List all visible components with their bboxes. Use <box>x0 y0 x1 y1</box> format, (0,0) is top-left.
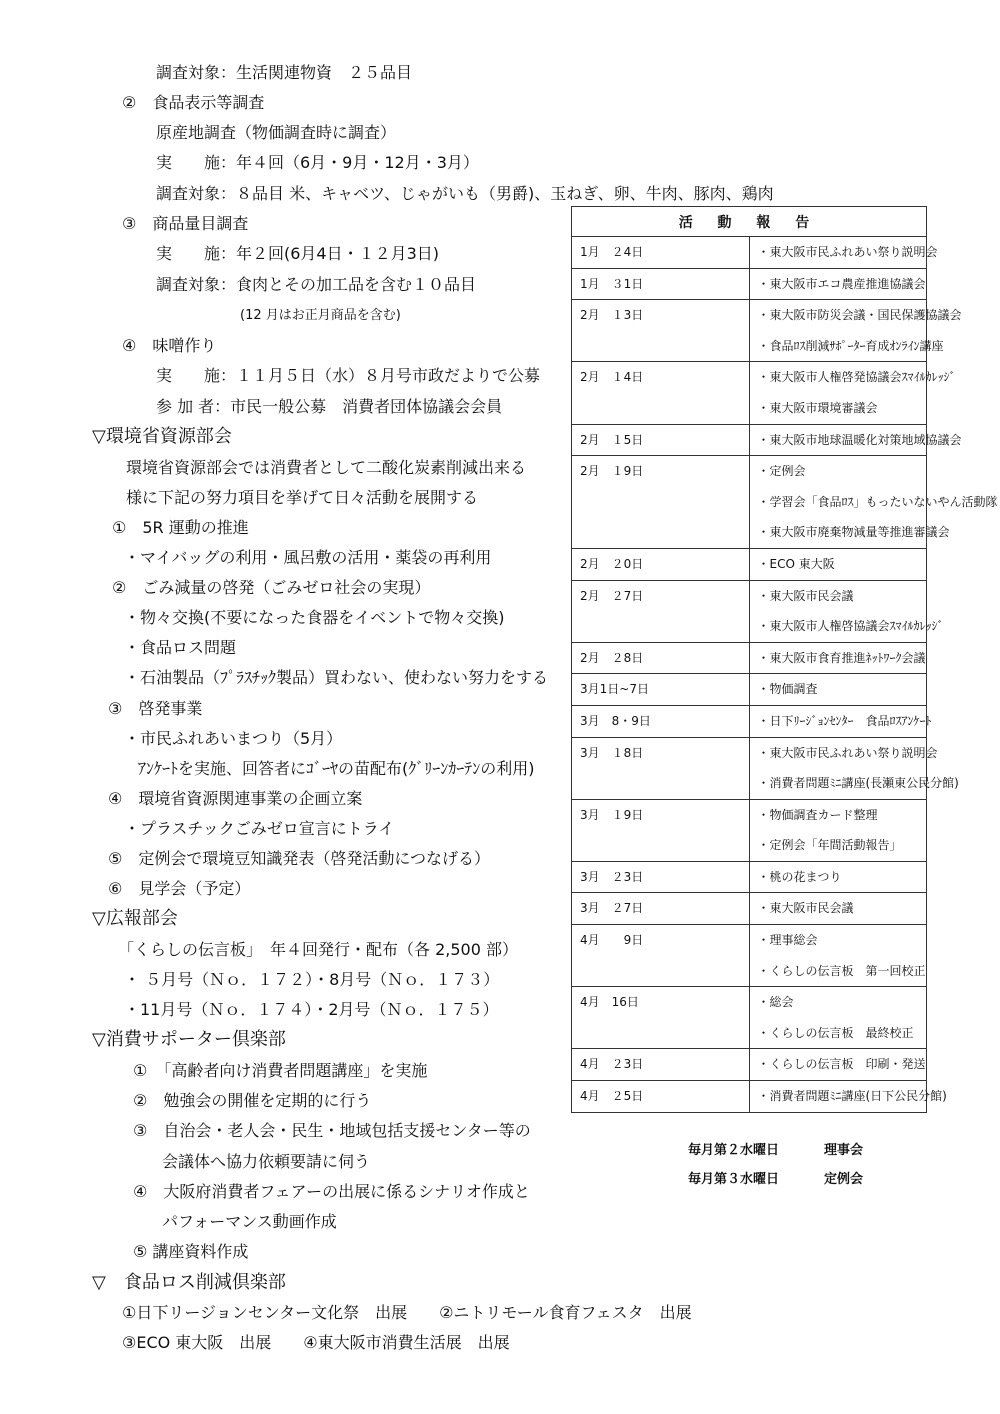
activity-event: ・物価調査 <box>757 682 818 697</box>
section-heading: ▽環境省資源部会 <box>92 426 232 447</box>
text-line: ⑥ 見学会（予定） <box>108 879 251 898</box>
text-line: ② 勉強会の開催を定期的に行う <box>133 1091 372 1110</box>
text-line: ・物々交換(不要になった食器をイベントで物々交換) <box>124 608 505 627</box>
text-line: ② 食品表示等調査 <box>122 93 265 112</box>
text-line: 様に下記の努力項目を挙げて日々活動を展開する <box>126 488 479 507</box>
text-line: ・マイバッグの利用・風呂敷の活用・薬袋の再利用 <box>124 548 492 567</box>
activity-event: ・物価調査カード整理 <box>757 807 878 822</box>
text-line: ③ 自治会・老人会・民生・地域包括支援センター等の <box>133 1121 531 1140</box>
text-line: ④ 環境省資源関連事業の企画立案 <box>108 789 363 808</box>
schedule-day: 毎月第２水曜日 <box>688 1143 780 1158</box>
activity-event: ・東大阪市防災会議・国民保護協議会 <box>757 308 962 323</box>
activity-report-title: 活 動 報 告 <box>572 207 927 237</box>
text-line: 原産地調査（物価調査時に調査） <box>156 123 397 142</box>
activity-date: 3月 １9日 <box>580 807 644 822</box>
activity-date: 3月 ２3日 <box>580 869 644 884</box>
activity-event: ・日下ﾘｰｼﾞｮﾝｾﾝﾀｰ 食品ﾛｽｱﾝｹｰﾄ <box>757 713 932 728</box>
activity-date: 2月 １4日 <box>580 370 644 385</box>
text-line: ・市民ふれあいまつり（5月） <box>124 729 343 748</box>
text-line: ⑤ 講座資料作成 <box>133 1242 249 1261</box>
activity-event: ・総会 <box>757 995 794 1010</box>
activity-date: 2月 ２0日 <box>580 556 644 571</box>
table-row <box>572 1049 927 1081</box>
table-row <box>572 799 927 861</box>
text-line: 調査対象：８品目 米、キャベツ、じゃがいも（男爵)、玉ねぎ、卵、牛肉、豚肉、鶏肉 <box>156 184 774 203</box>
activity-event: ・東大阪市地球温暖化対策地域協議会 <box>757 432 962 447</box>
section-heading: ▽広報部会 <box>92 908 178 929</box>
text-line: ①日下リージョンセンター文化祭 出展 ②ニトリモール食育フェスタ 出展 <box>122 1303 692 1322</box>
text-line: ① 5R 運動の推進 <box>112 518 249 537</box>
activity-date: 3月 ２7日 <box>580 901 644 916</box>
text-line: ⑤ 定例会で環境豆知識発表（啓発活動につなげる） <box>108 849 491 868</box>
table-row <box>572 893 927 925</box>
activity-event: ・くらしの伝言板 最終校正 <box>757 1025 914 1040</box>
activity-event: ・桃の花まつり <box>757 869 842 884</box>
activity-event: ・東大阪市民会議 <box>757 588 854 603</box>
table-row <box>572 987 927 1049</box>
activity-date: 4月 9日 <box>580 933 644 948</box>
table-row <box>572 925 927 987</box>
text-line: ・食品ロス問題 <box>124 638 237 657</box>
table-row <box>572 1081 927 1113</box>
schedule-event: 理事会 <box>824 1143 864 1158</box>
activity-event: ・東大阪市廃棄物減量等推進審議会 <box>757 525 950 540</box>
activity-event: ・くらしの伝言板 印刷・発送 <box>757 1057 926 1072</box>
activity-date: 2月 ２8日 <box>580 650 644 665</box>
schedule-day: 毎月第３水曜日 <box>688 1172 780 1187</box>
activity-date: 2月 １3日 <box>580 308 644 323</box>
table-row <box>572 705 927 737</box>
activity-event: ・東大阪市環境審議会 <box>757 400 878 415</box>
activity-event: ・くらしの伝言板 第一回校正 <box>757 963 926 978</box>
activity-date: 2月 ２7日 <box>580 588 644 603</box>
table-row <box>572 580 927 642</box>
text-line: (12 月はお正月商品を含む) <box>240 308 401 323</box>
activity-event: ・理事総会 <box>757 933 818 948</box>
activity-event: ・東大阪市人権啓協議会ｽﾏｲﾙｶﾚｯｼﾞ <box>757 619 944 634</box>
activity-event: ・東大阪市民ふれあい祭り説明会 <box>757 745 938 760</box>
table-row <box>572 548 927 580</box>
activity-date: 3月 １8日 <box>580 745 644 760</box>
activity-event: ・学習会「食品ﾛｽ」もったいないやん活動隊 <box>757 494 998 509</box>
activity-event: ・東大阪市エコ農産推進協議会 <box>757 276 926 291</box>
activity-date: 1月 ３1日 <box>580 276 644 291</box>
activity-date: 4月 ２3日 <box>580 1057 644 1072</box>
table-row <box>572 674 927 706</box>
text-line: ・11月号（Ｎｏ．１７４）・2月号（Ｎｏ．１７５） <box>124 1000 499 1019</box>
table-row <box>572 300 927 362</box>
text-line: ③ECO 東大阪 出展 ④東大阪市消費生活展 出展 <box>122 1333 510 1352</box>
activity-event: ・東大阪市民ふれあい祭り説明会 <box>757 245 938 259</box>
activity-event: ・ECO 東大阪 <box>757 556 835 571</box>
text-line: 実 施：１１月５日（水）８月号市政だよりで公募 <box>156 366 541 385</box>
table-row <box>572 861 927 893</box>
text-line: ｱﾝｹｰﾄを実施、回答者にｺﾞｰﾔの苗配布(ｸﾞﾘｰﾝｶｰﾃﾝの利用) <box>138 759 535 778</box>
text-line: ② ごみ減量の啓発（ごみゼロ社会の実現） <box>112 578 431 597</box>
text-line: パフォーマンス動画作成 <box>162 1212 337 1231</box>
schedule-line <box>688 1168 863 1187</box>
activity-event: ・東大阪市食育推進ﾈｯﾄﾜｰｸ会議 <box>757 650 926 665</box>
table-row <box>572 362 927 424</box>
text-line: ④ 大阪府消費者フェアーの出展に係るシナリオ作成と <box>133 1182 530 1201</box>
table-row <box>572 237 927 269</box>
text-line: 調査対象：生活関連物資 ２５品目 <box>156 63 413 82</box>
activity-event: ・東大阪市民会議 <box>757 901 854 916</box>
activity-event: ・定例会 <box>757 464 806 479</box>
text-line: 「くらしの伝言板」 年４回発行・配布（各 2,500 部） <box>118 940 518 959</box>
schedule-line <box>688 1139 863 1158</box>
text-line: ・ ５月号（Ｎｏ．１７２）・8月号（Ｎｏ．１７３） <box>124 970 500 989</box>
text-line: 参 加 者：市民一般公募 消費者団体協議会会員 <box>156 397 503 416</box>
table-row <box>572 737 927 799</box>
activity-event: ・消費者問題ﾐﾆ講座(日下公民分館) <box>757 1089 947 1104</box>
text-line: 実 施：年４回（6月・9月・12月・3月） <box>156 153 479 172</box>
activity-date: 3月1日~7日 <box>580 682 649 697</box>
section-heading: ▽ 食品ロス削減倶楽部 <box>92 1272 286 1293</box>
activity-event: ・食品ﾛｽ削減ｻﾎﾟｰﾀｰ育成ｵﾝﾗｲﾝ講座 <box>757 338 944 353</box>
table-row <box>572 456 927 549</box>
text-line: ③ 啓発事業 <box>108 699 203 718</box>
activity-event: ・東大阪市人権啓発協議会ｽﾏｲﾙｶﾚｯｼﾞ <box>757 370 956 385</box>
schedule-event: 定例会 <box>824 1172 864 1187</box>
table-row <box>572 424 927 456</box>
text-line: 環境省資源部会では消費者として二酸化炭素削減出来る <box>126 458 527 477</box>
activity-date: 4月 ２5日 <box>580 1089 644 1104</box>
text-line: 実 施：年２回(6月4日・１２月3日) <box>156 244 440 263</box>
text-line: ・石油製品（ﾌﾟﾗｽﾁｯｸ製品）買わない、使わない努力をする <box>124 668 549 687</box>
activity-date: 1月 ２4日 <box>580 245 644 259</box>
text-line: ・プラスチックごみゼロ宣言にトライ <box>124 819 395 838</box>
text-line: 会議体へ協力依頼要請に伺う <box>162 1152 371 1171</box>
activity-date: 2月 １5日 <box>580 432 644 447</box>
activity-event: ・消費者問題ﾐﾆ講座(長瀬東公民分館) <box>757 776 959 791</box>
table-row <box>572 642 927 674</box>
activity-event: ・定例会「年間活動報告」 <box>757 838 902 853</box>
text-line: ④ 味噌作り <box>122 336 217 355</box>
activity-report-table <box>571 206 998 1113</box>
text-line: ① 「高齢者向け消費者問題講座」を実施 <box>133 1061 428 1080</box>
text-line: 調査対象：食肉とその加工品を含む１０品目 <box>156 275 477 294</box>
activity-date: 3月 8・9日 <box>580 713 651 728</box>
activity-date: 2月 １9日 <box>580 464 644 479</box>
text-line: ③ 商品量目調査 <box>122 214 249 233</box>
activity-date: 4月 16日 <box>580 995 639 1010</box>
section-heading: ▽消費サポーター倶楽部 <box>92 1029 286 1050</box>
table-row <box>572 268 927 300</box>
